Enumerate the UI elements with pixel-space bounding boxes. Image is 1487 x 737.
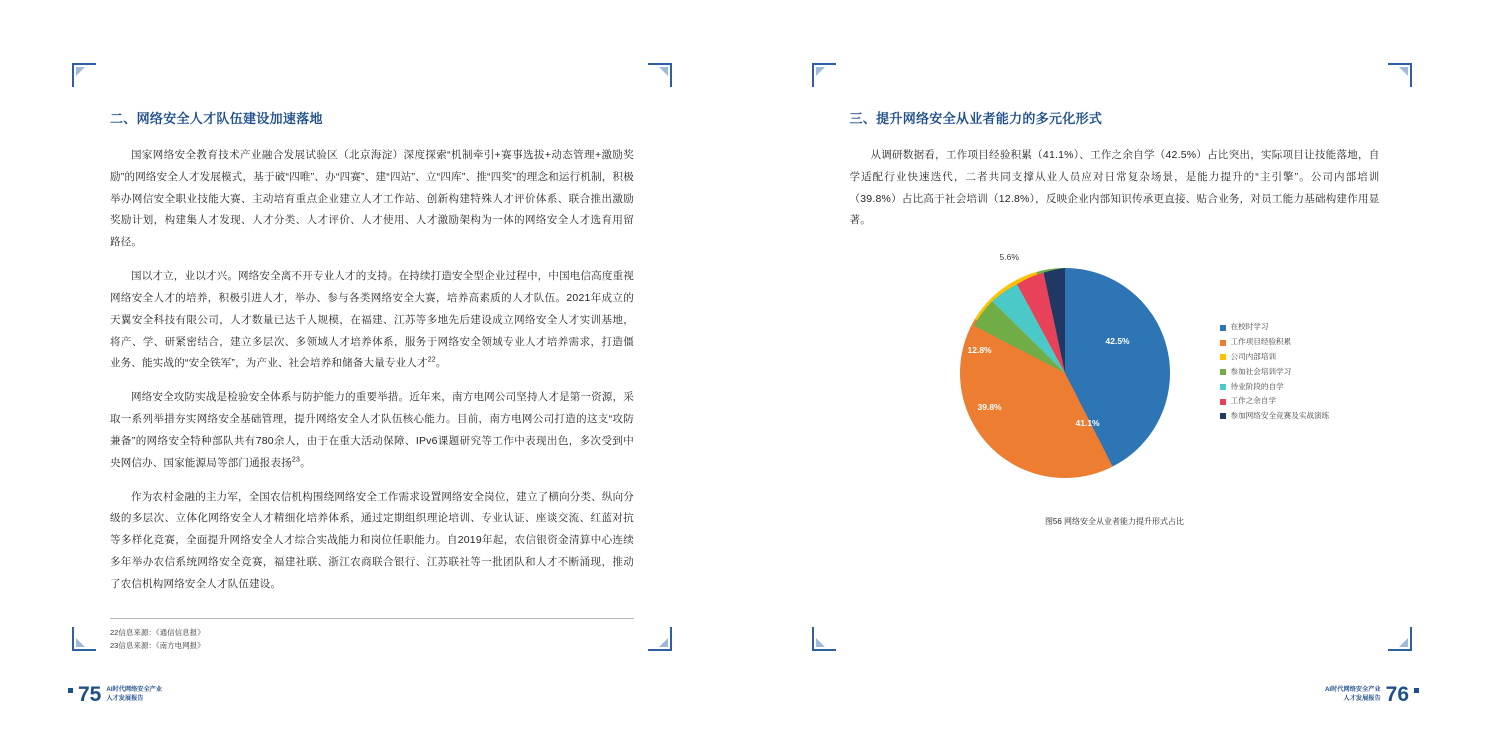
legend-swatch-icon bbox=[1220, 413, 1226, 419]
paragraph-2 bbox=[110, 266, 634, 375]
left-page-content bbox=[110, 108, 634, 652]
legend-item-2 bbox=[1220, 350, 1330, 365]
slice-label-internal-training: 39.8% bbox=[977, 402, 1002, 413]
footer-title-right-line1: AI时代网络安全产业 bbox=[1324, 686, 1381, 694]
legend-item-5 bbox=[1220, 394, 1330, 409]
corner-bracket-bottom-right bbox=[1388, 627, 1412, 651]
footer-title-left bbox=[106, 686, 162, 704]
legend-label: 在校时学习 bbox=[1230, 322, 1269, 332]
footnote-1: 22信息来源：《通信信息报》 bbox=[110, 627, 205, 637]
legend-label: 参加网络安全竞赛及实战演练 bbox=[1230, 411, 1330, 421]
legend-swatch-icon bbox=[1220, 325, 1226, 331]
chart-caption: 图56 网络安全从业者能力提升形式占比 bbox=[1044, 517, 1185, 527]
footnote-divider bbox=[110, 618, 634, 619]
legend-label: 工作项目经验积累 bbox=[1230, 337, 1292, 347]
footer-title-left-line2: 人才发展报告 bbox=[106, 695, 144, 703]
paragraph-4: 作为农村金融的主力军，全国农信机构围绕网络安全工作需求设置网络安全岗位，建立了横向分类、纵向分级的多层次、立体化网络安全人才精细化培养体系，通过定期组织理论培训、专业认证、座谈交流、红蓝对抗等多样化竞赛，全面提升网络安全人才综合实战能力和岗位任职能力。自2019年起，农信银资金清算中心连续多年举办农信系统网络安全竞赛，福建社联、浙江农商联合银行、江苏联社等一批团队和人才不断涌现，推动了农信机构网络安全人才队伍建设。 bbox=[110, 490, 634, 590]
footer-right bbox=[1325, 684, 1419, 705]
slice-label-competition: 5.6% bbox=[999, 252, 1019, 263]
right-page bbox=[744, 0, 1487, 737]
pie-chart bbox=[850, 254, 1380, 554]
corner-bracket-top-right bbox=[648, 63, 672, 87]
page-number-right: 76 bbox=[1385, 683, 1409, 706]
footer-title-left-line1: AI时代网络安全产业 bbox=[106, 686, 163, 694]
legend-swatch-icon bbox=[1220, 369, 1226, 375]
legend-item-3 bbox=[1220, 365, 1330, 380]
legend-swatch-icon bbox=[1220, 399, 1226, 405]
paragraph-1: 国家网络安全教育技术产业融合发展试验区（北京海淀）深度探索“机制牵引+赛事选拔+动态管理+激励奖励”的网络安全人才发展模式，基于破“四唯”、办“四赛”、建“四站”、立“四库”、推“四奖”的理念和运行机制，积极举办网信安全职业技能大赛、主动培育重点企业建立人才工作站、创新构建特殊人才评价体系、联合推出激励奖励计划，构建集人才发现、人才分类、人才评价、人才使用、人才激励架构为一体的网络安全人才选育用留路径。 bbox=[110, 149, 634, 249]
page-number-left: 75 bbox=[78, 683, 102, 706]
legend-swatch-icon bbox=[1220, 384, 1226, 390]
chart-legend bbox=[1220, 320, 1330, 424]
paragraph-2-tail: 。 bbox=[435, 357, 447, 370]
legend-swatch-icon bbox=[1220, 354, 1226, 360]
legend-label: 公司内部培训 bbox=[1230, 351, 1277, 361]
legend-label: 待业阶段的自学 bbox=[1230, 381, 1284, 391]
legend-item-1 bbox=[1220, 335, 1330, 350]
footer-title-right bbox=[1325, 686, 1381, 704]
legend-label: 参加社会培训学习 bbox=[1230, 366, 1292, 376]
page-title: 二、网络安全人才队伍建设加速落地 bbox=[110, 111, 323, 126]
footnote-2: 23信息来源：《南方电网报》 bbox=[110, 640, 205, 650]
slice-label-work-self-study: 42.5% bbox=[1105, 336, 1130, 347]
paragraph-2-text: 国以才立，业以才兴。网络安全离不开专业人才的支持。在持续打造安全型企业过程中，中国电信高度重视网络安全人才的培养，积极引进人才，举办、参与各类网络安全大赛，培养高素质的人才队伍。2021年成立的天翼安全科技有限公司，人才数量已达千人规模，在福建、江苏等多地先后建设成立网络安全人才实训基地，将产、学、研紧密结合，建立多层次、多领域人才培养体系，服务于网络安全领域专业人才培养需求，打造僵业务、能实战的“安全铁军”，为产业、社会培养和储备大量专业人才 bbox=[110, 270, 634, 370]
right-page-content bbox=[850, 108, 1380, 554]
corner-bracket-bottom-right bbox=[648, 627, 672, 651]
corner-bracket-bottom-left bbox=[72, 627, 96, 651]
corner-bracket-top-right bbox=[1388, 63, 1412, 87]
legend-item-6 bbox=[1220, 409, 1330, 424]
slice-label-project-experience: 41.1% bbox=[1075, 418, 1100, 429]
footnote-ref-23: 23 bbox=[291, 456, 301, 464]
paragraph-3-text: 网络安全攻防实战是检验安全体系与防护能力的重要举措。近年来，南方电网公司坚持人才是第一资源，采取一系列举措夯实网络安全基础管理，提升网络安全人才队伍核心能力。目前，南方电网公司打造的这支“攻防兼备”的网络安全特种部队共有780余人，由于在重大活动保障、IPv6课题研究等工作中表现出色，多次受到中央网信办、国家能源局等部门通报表扬 bbox=[110, 391, 634, 469]
paragraph-3 bbox=[110, 387, 634, 474]
footer-square-icon bbox=[1414, 688, 1419, 693]
paragraph-1: 从调研数据看，工作项目经验积累（41.1%）、工作之余自学（42.5%）占比突出，实际项目让技能落地，自学适配行业快速迭代，二者共同支撑从业人员应对日常复杂场景，是能力提升的“主引擎”。公司内部培训（39.8%）占比高于社会培训（12.8%），反映企业内部知识传承更直接、贴合业务，对员工能力基础构建作用显著。 bbox=[849, 149, 1380, 227]
corner-bracket-top-left bbox=[812, 63, 836, 87]
page-title: 三、提升网络安全从业者能力的多元化形式 bbox=[849, 111, 1103, 126]
footer-left bbox=[68, 684, 162, 705]
legend-item-0 bbox=[1220, 320, 1330, 335]
pie-overlay-slices bbox=[960, 268, 1170, 478]
legend-label: 工作之余自学 bbox=[1230, 396, 1277, 406]
footnote-ref-22: 22 bbox=[427, 356, 436, 364]
paragraph-3-tail: 。 bbox=[300, 456, 311, 469]
corner-bracket-bottom-left bbox=[812, 627, 836, 651]
footer-square-icon bbox=[68, 688, 73, 693]
pie-graphic bbox=[960, 252, 1170, 478]
legend-swatch-icon bbox=[1220, 340, 1226, 346]
legend-item-4 bbox=[1220, 380, 1330, 395]
corner-bracket-top-left bbox=[72, 63, 96, 87]
footer-title-right-line2: 人才发展报告 bbox=[1343, 695, 1381, 703]
slice-label-social-training: 12.8% bbox=[967, 345, 992, 356]
